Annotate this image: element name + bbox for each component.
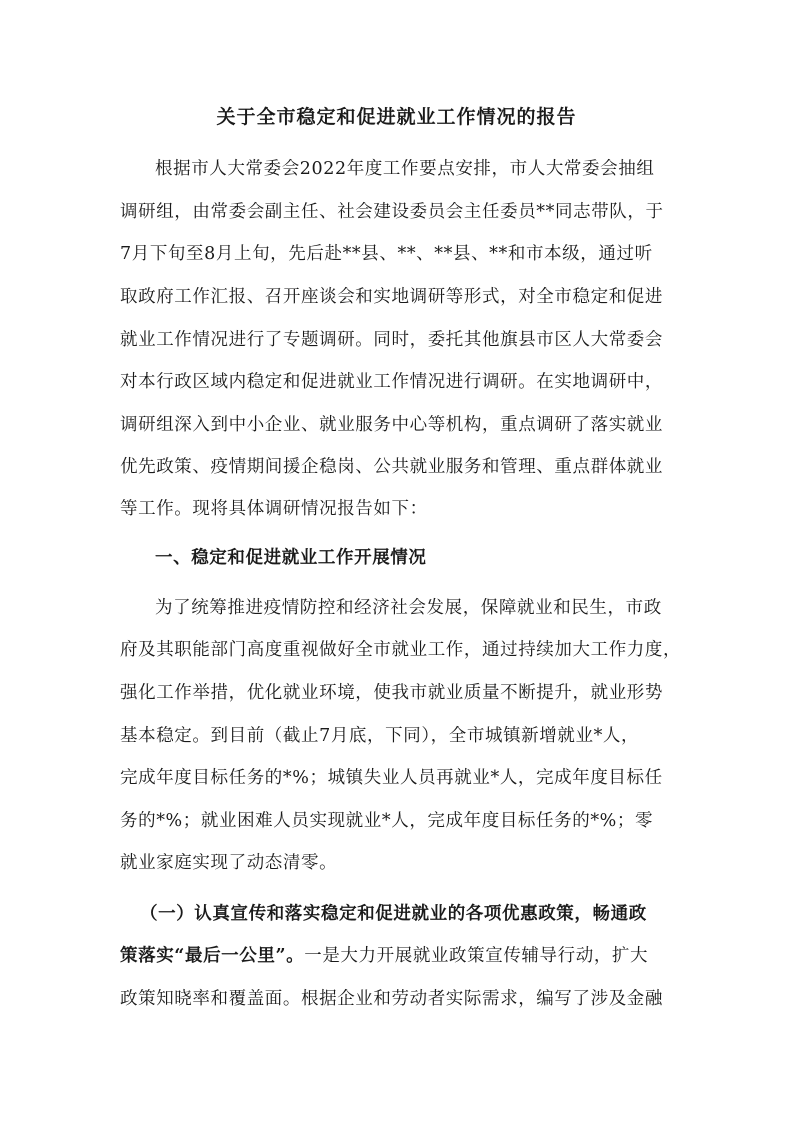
intro-line-7: 调研组深入到中小企业、就业服务中心等机构，重点调研了落实就业 xyxy=(120,415,663,435)
section1-line-4: 基本稳定。到目前（截止7月底，下同），全市城镇新增就业*人， xyxy=(120,726,640,746)
section1-line-5: 完成年度目标任务的*%；城镇失业人员再就业*人，完成年度目标任 xyxy=(120,768,663,788)
section1-line-6: 务的*%；就业困难人员实现就业*人，完成年度目标任务的*%；零 xyxy=(120,811,654,831)
intro-line-1: 根据市人大常委会2022年度工作要点安排，市人大常委会抽组 xyxy=(155,159,655,179)
subsection1-heading-line-2: 策落实“最后一公里”。 xyxy=(120,946,305,966)
section1-heading: 一、稳定和促进就业工作开展情况 xyxy=(155,548,427,568)
intro-line-2: 调研组，由常委会副主任、社会建设委员会主任委员**同志带队，于 xyxy=(120,202,664,222)
section1-line-3: 强化工作举措，优化就业环境，使我市就业质量不断提升，就业形势 xyxy=(120,683,663,703)
intro-line-3: 7月下旬至8月上旬，先后赴**县、**、**县、**和市本级，通过听 xyxy=(120,244,653,264)
intro-line-8: 优先政策、疫情期间援企稳岗、公共就业服务和管理、重点群体就业 xyxy=(120,457,663,477)
intro-line-5: 就业工作情况进行了专题调研。同时，委托其他旗县市区人大常委会 xyxy=(120,330,663,350)
intro-line-4: 取政府工作汇报、召开座谈会和实地调研等形式，对全市稳定和促进 xyxy=(120,287,663,307)
subsection1-line-2 xyxy=(120,944,648,968)
section1-line-1: 为了统筹推进疫情防控和经济社会发展，保障就业和民生，市政 xyxy=(155,598,662,618)
intro-line-9: 等工作。现将具体调研情况报告如下： xyxy=(120,499,428,519)
document-title: 关于全市稳定和促进就业工作情况的报告 xyxy=(216,106,577,128)
section1-line-7: 就业家庭实现了动态清零。 xyxy=(120,853,338,873)
subsection1-text-line-2: 一是大力开展就业政策宣传辅导行动，扩大 xyxy=(304,946,649,966)
section1-line-2: 府及其职能部门高度重视做好全市就业工作，通过持续加大工作力度， xyxy=(120,640,682,660)
intro-line-6: 对本行政区域内稳定和促进就业工作情况进行调研。在实地调研中， xyxy=(120,372,663,392)
subsection1-heading-line-1: （一）认真宣传和落实稳定和促进就业的各项优惠政策，畅通政 xyxy=(140,904,647,924)
subsection1-line-3: 政策知晓率和覆盖面。根据企业和劳动者实际需求，编写了涉及金融 xyxy=(120,989,663,1009)
